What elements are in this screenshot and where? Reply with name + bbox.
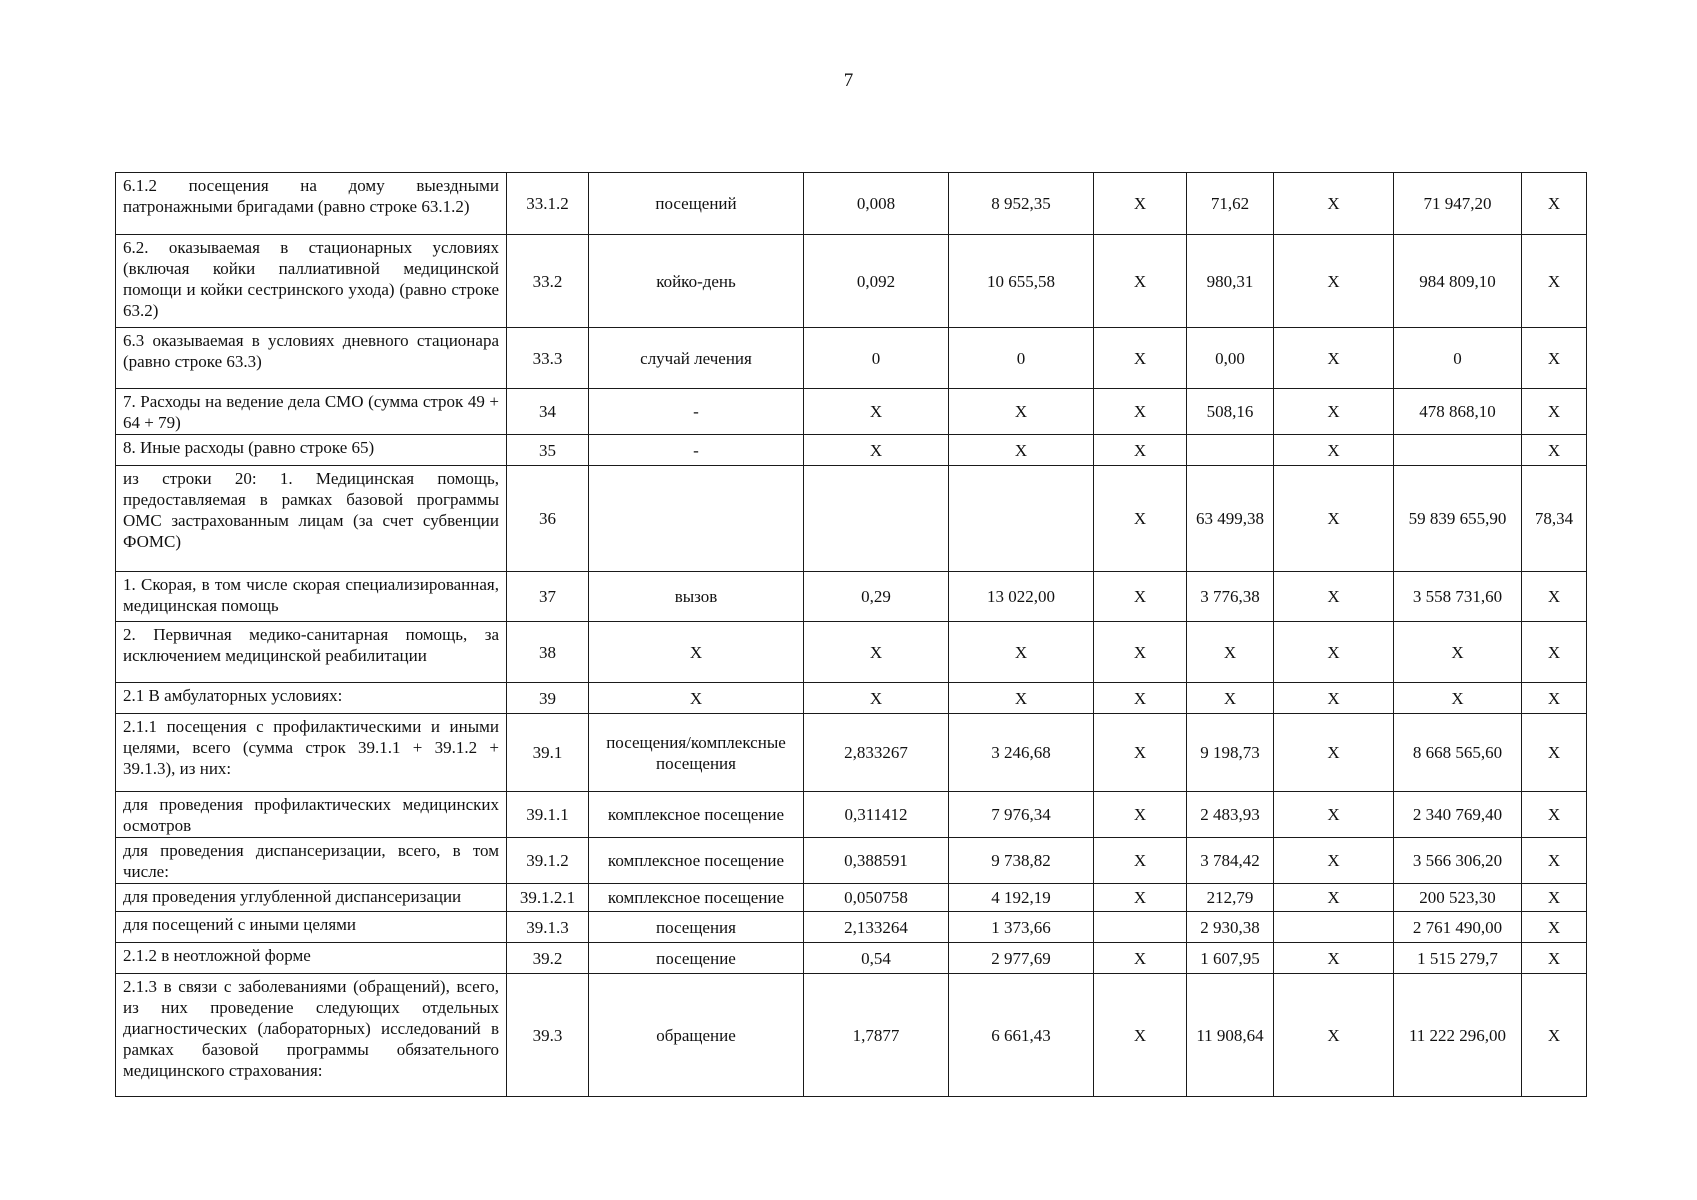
row-code-cell: 34	[507, 389, 589, 435]
col9-cell: 0	[1394, 328, 1522, 389]
col7-cell: 980,31	[1187, 235, 1274, 328]
unit-cell: X	[589, 622, 804, 683]
row-code-cell: 35	[507, 435, 589, 466]
col9-cell: 984 809,10	[1394, 235, 1522, 328]
col8-cell: X	[1274, 435, 1394, 466]
col9-cell: 2 340 769,40	[1394, 792, 1522, 838]
col6-cell: X	[1094, 974, 1187, 1097]
col10-cell: X	[1522, 792, 1587, 838]
norm-cell	[804, 466, 949, 572]
cost-cell: 3 246,68	[949, 714, 1094, 792]
col8-cell: X	[1274, 838, 1394, 884]
unit-cell	[589, 466, 804, 572]
unit-cell: комплексное посещение	[589, 838, 804, 884]
norm-cell: 0,311412	[804, 792, 949, 838]
col7-cell: 3 784,42	[1187, 838, 1274, 884]
table-row	[116, 912, 1587, 943]
expenditure-table	[115, 172, 1587, 1097]
unit-cell: посещение	[589, 943, 804, 974]
col8-cell: X	[1274, 683, 1394, 714]
col10-cell: X	[1522, 173, 1587, 235]
col7-cell: 2 483,93	[1187, 792, 1274, 838]
cost-cell: 10 655,58	[949, 235, 1094, 328]
cost-cell: 8 952,35	[949, 173, 1094, 235]
col10-cell: 78,34	[1522, 466, 1587, 572]
row-code-cell: 39.2	[507, 943, 589, 974]
col8-cell: X	[1274, 943, 1394, 974]
unit-cell: обращение	[589, 974, 804, 1097]
row-code-cell: 39.1.1	[507, 792, 589, 838]
col10-cell: X	[1522, 622, 1587, 683]
col8-cell	[1274, 912, 1394, 943]
col9-cell	[1394, 435, 1522, 466]
col8-cell: X	[1274, 622, 1394, 683]
col9-cell: X	[1394, 683, 1522, 714]
col10-cell: X	[1522, 884, 1587, 912]
row-name-cell: 6.2. оказываемая в стационарных условиях (включая койки паллиативной медицинской помощи и койки сестринского ухода) (равно строке 63.2)	[116, 235, 507, 328]
col6-cell: X	[1094, 389, 1187, 435]
col6-cell: X	[1094, 683, 1187, 714]
unit-cell: посещения	[589, 912, 804, 943]
col9-cell: X	[1394, 622, 1522, 683]
table-row	[116, 435, 1587, 466]
row-name-cell: для посещений с иными целями	[116, 912, 507, 943]
norm-cell: 1,7877	[804, 974, 949, 1097]
row-code-cell: 37	[507, 572, 589, 622]
col6-cell: X	[1094, 943, 1187, 974]
table-row	[116, 838, 1587, 884]
unit-cell: комплексное посещение	[589, 884, 804, 912]
norm-cell: 0,29	[804, 572, 949, 622]
cost-cell	[949, 466, 1094, 572]
col7-cell: 212,79	[1187, 884, 1274, 912]
col6-cell: X	[1094, 328, 1187, 389]
cost-cell: 0	[949, 328, 1094, 389]
col10-cell: X	[1522, 683, 1587, 714]
row-code-cell: 38	[507, 622, 589, 683]
col8-cell: X	[1274, 173, 1394, 235]
unit-cell: посещений	[589, 173, 804, 235]
col9-cell: 200 523,30	[1394, 884, 1522, 912]
norm-cell: 0,050758	[804, 884, 949, 912]
row-name-cell: 2.1.3 в связи с заболеваниями (обращений), всего, из них проведение следующих отдельных диагностических (лабораторных) исследований в рамках базовой программы обязательного медицинского страхования:	[116, 974, 507, 1097]
table-row	[116, 974, 1587, 1097]
cost-cell: X	[949, 683, 1094, 714]
row-code-cell: 39.1	[507, 714, 589, 792]
col9-cell: 59 839 655,90	[1394, 466, 1522, 572]
col6-cell: X	[1094, 714, 1187, 792]
col9-cell: 2 761 490,00	[1394, 912, 1522, 943]
row-name-cell: 6.1.2 посещения на дому выездными патронажными бригадами (равно строке 63.1.2)	[116, 173, 507, 235]
unit-cell: койко-день	[589, 235, 804, 328]
col10-cell: X	[1522, 943, 1587, 974]
table-row	[116, 572, 1587, 622]
col7-cell: 11 908,64	[1187, 974, 1274, 1097]
row-code-cell: 33.1.2	[507, 173, 589, 235]
col8-cell: X	[1274, 884, 1394, 912]
unit-cell: -	[589, 389, 804, 435]
col10-cell: X	[1522, 838, 1587, 884]
col9-cell: 11 222 296,00	[1394, 974, 1522, 1097]
cost-cell: X	[949, 435, 1094, 466]
row-name-cell: 2.1.1 посещения с профилактическими и иными целями, всего (сумма строк 39.1.1 + 39.1.2 + 39.1.3), из них:	[116, 714, 507, 792]
col10-cell: X	[1522, 328, 1587, 389]
col9-cell: 8 668 565,60	[1394, 714, 1522, 792]
col10-cell: X	[1522, 572, 1587, 622]
col7-cell: X	[1187, 622, 1274, 683]
unit-cell: X	[589, 683, 804, 714]
cost-cell: 7 976,34	[949, 792, 1094, 838]
row-code-cell: 33.2	[507, 235, 589, 328]
col8-cell: X	[1274, 714, 1394, 792]
cost-cell: 2 977,69	[949, 943, 1094, 974]
col8-cell: X	[1274, 389, 1394, 435]
norm-cell: 0,092	[804, 235, 949, 328]
col9-cell: 478 868,10	[1394, 389, 1522, 435]
row-name-cell: 2. Первичная медико-санитарная помощь, за исключением медицинской реабилитации	[116, 622, 507, 683]
row-code-cell: 39	[507, 683, 589, 714]
col10-cell: X	[1522, 235, 1587, 328]
col8-cell: X	[1274, 235, 1394, 328]
col9-cell: 1 515 279,7	[1394, 943, 1522, 974]
col9-cell: 71 947,20	[1394, 173, 1522, 235]
norm-cell: 2,133264	[804, 912, 949, 943]
col10-cell: X	[1522, 714, 1587, 792]
col6-cell: X	[1094, 466, 1187, 572]
row-name-cell: 7. Расходы на ведение дела СМО (сумма строк 49 + 64 + 79)	[116, 389, 507, 435]
table-row	[116, 884, 1587, 912]
col7-cell: 71,62	[1187, 173, 1274, 235]
row-code-cell: 33.3	[507, 328, 589, 389]
row-code-cell: 39.3	[507, 974, 589, 1097]
norm-cell: X	[804, 435, 949, 466]
table-row	[116, 792, 1587, 838]
unit-cell: -	[589, 435, 804, 466]
cost-cell: X	[949, 622, 1094, 683]
norm-cell: 0,54	[804, 943, 949, 974]
row-name-cell: 2.1 В амбулаторных условиях:	[116, 683, 507, 714]
table-row	[116, 683, 1587, 714]
col7-cell: 9 198,73	[1187, 714, 1274, 792]
col8-cell: X	[1274, 572, 1394, 622]
norm-cell: X	[804, 622, 949, 683]
row-code-cell: 39.1.2	[507, 838, 589, 884]
col6-cell: X	[1094, 435, 1187, 466]
norm-cell: 0,008	[804, 173, 949, 235]
col6-cell	[1094, 912, 1187, 943]
row-name-cell: 1. Скорая, в том числе скорая специализированная, медицинская помощь	[116, 572, 507, 622]
col7-cell: X	[1187, 683, 1274, 714]
table-row	[116, 466, 1587, 572]
col6-cell: X	[1094, 622, 1187, 683]
cost-cell: 6 661,43	[949, 974, 1094, 1097]
row-name-cell: для проведения диспансеризации, всего, в том числе:	[116, 838, 507, 884]
table-row	[116, 235, 1587, 328]
norm-cell: 0,388591	[804, 838, 949, 884]
row-name-cell: 8. Иные расходы (равно строке 65)	[116, 435, 507, 466]
page-number: 7	[843, 70, 854, 91]
col10-cell: X	[1522, 974, 1587, 1097]
col8-cell: X	[1274, 792, 1394, 838]
col7-cell: 3 776,38	[1187, 572, 1274, 622]
table-row	[116, 389, 1587, 435]
cost-cell: 13 022,00	[949, 572, 1094, 622]
cost-cell: X	[949, 389, 1094, 435]
row-name-cell: для проведения углубленной диспансеризации	[116, 884, 507, 912]
row-code-cell: 39.1.3	[507, 912, 589, 943]
row-name-cell: 2.1.2 в неотложной форме	[116, 943, 507, 974]
unit-cell: посещения/комплексные посещения	[589, 714, 804, 792]
col8-cell: X	[1274, 328, 1394, 389]
col8-cell: X	[1274, 466, 1394, 572]
col6-cell: X	[1094, 235, 1187, 328]
table-row	[116, 328, 1587, 389]
unit-cell: комплексное посещение	[589, 792, 804, 838]
row-name-cell: из строки 20: 1. Медицинская помощь, предоставляемая в рамках базовой программы ОМС застрахованным лицам (за счет субвенции ФОМС)	[116, 466, 507, 572]
col7-cell: 1 607,95	[1187, 943, 1274, 974]
unit-cell: случай лечения	[589, 328, 804, 389]
col9-cell: 3 566 306,20	[1394, 838, 1522, 884]
col6-cell: X	[1094, 173, 1187, 235]
cost-cell: 1 373,66	[949, 912, 1094, 943]
col7-cell	[1187, 435, 1274, 466]
col6-cell: X	[1094, 838, 1187, 884]
col10-cell: X	[1522, 389, 1587, 435]
norm-cell: X	[804, 683, 949, 714]
norm-cell: X	[804, 389, 949, 435]
col7-cell: 63 499,38	[1187, 466, 1274, 572]
table-row	[116, 943, 1587, 974]
col6-cell: X	[1094, 572, 1187, 622]
col10-cell: X	[1522, 912, 1587, 943]
table-row	[116, 173, 1587, 235]
norm-cell: 2,833267	[804, 714, 949, 792]
table-body	[116, 173, 1587, 1097]
table-row	[116, 714, 1587, 792]
cost-cell: 9 738,82	[949, 838, 1094, 884]
col10-cell: X	[1522, 435, 1587, 466]
table-row	[116, 622, 1587, 683]
col6-cell: X	[1094, 792, 1187, 838]
row-name-cell: для проведения профилактических медицинских осмотров	[116, 792, 507, 838]
col7-cell: 2 930,38	[1187, 912, 1274, 943]
row-code-cell: 39.1.2.1	[507, 884, 589, 912]
cost-cell: 4 192,19	[949, 884, 1094, 912]
col8-cell: X	[1274, 974, 1394, 1097]
col7-cell: 508,16	[1187, 389, 1274, 435]
row-name-cell: 6.3 оказываемая в условиях дневного стационара (равно строке 63.3)	[116, 328, 507, 389]
col7-cell: 0,00	[1187, 328, 1274, 389]
norm-cell: 0	[804, 328, 949, 389]
col6-cell: X	[1094, 884, 1187, 912]
col9-cell: 3 558 731,60	[1394, 572, 1522, 622]
row-code-cell: 36	[507, 466, 589, 572]
unit-cell: вызов	[589, 572, 804, 622]
